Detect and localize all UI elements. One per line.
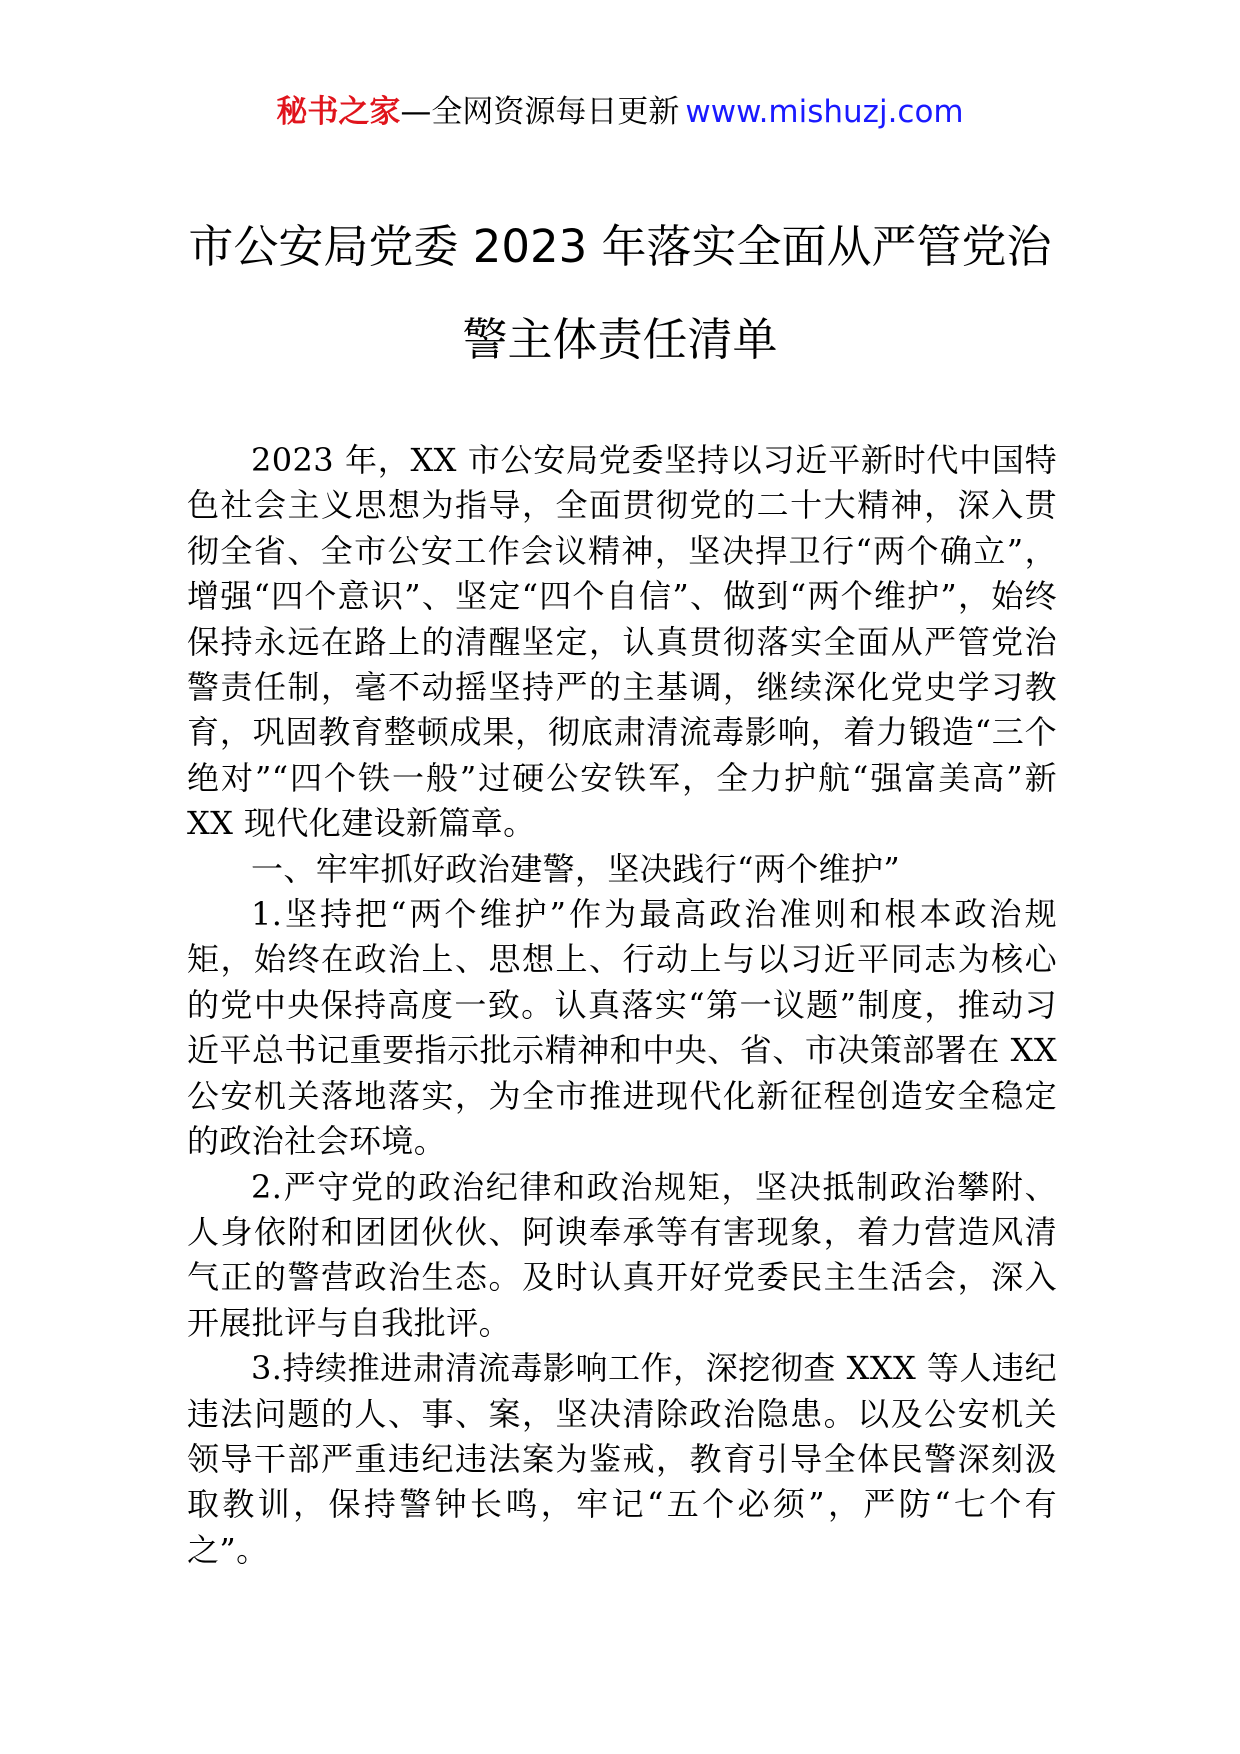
document-title-line-2: 警主体责任清单: [462, 313, 778, 366]
document-body: [187, 438, 1057, 1573]
site-header: [0, 90, 1240, 134]
site-tagline: —全网资源每日更新: [400, 94, 680, 130]
document-title-line-1: 市公安局党委 2023 年落实全面从严管党治: [188, 220, 1052, 273]
section-heading-1: 一、牢牢抓好政治建警，坚决践行“两个维护”: [251, 849, 901, 888]
list-item-2: 2.严守党的政治纪律和政治规矩，坚决抵制政治攀附、人身依附和团团伙伙、阿谀奉承等有害现象，着力营造风清气正的警营政治生态。及时认真开好党委民主生活会，深入开展批评与自我批评。: [187, 1167, 1057, 1342]
document-title: [150, 200, 1090, 386]
site-url-link[interactable]: www.mishuzj.com: [685, 94, 964, 130]
site-brand: 秘书之家: [276, 94, 401, 130]
list-item-3: 3.持续推进肃清流毒影响工作，深挖彻查 XXX 等人违纪违法问题的人、事、案，坚决清除政治隐患。以及公安机关领导干部严重违纪违法案为鉴戒，教育引导全体民警深刻汲取教训，保持警钟长鸣，牢记“五个必须”，严防“七个有之”。: [187, 1349, 1057, 1569]
intro-paragraph: 2023 年，XX 市公安局党委坚持以习近平新时代中国特色社会主义思想为指导，全面贯彻党的二十大精神，深入贯彻全省、全市公安工作会议精神，坚决捍卫行“两个确立”，增强“四个意识”、坚定“四个自信”、做到“两个维护”，始终保持永远在路上的清醒坚定，认真贯彻落实全面从严管党治警责任制，毫不动摇坚持严的主基调，继续深化党史学习教育，巩固教育整顿成果，彻底肃清流毒影响，着力锻造“三个绝对”“四个铁一般”过硬公安铁军，全力护航“强富美高”新 XX 现代化建设新篇章。: [187, 441, 1057, 843]
list-item-1: 1.坚持把“两个维护”作为最高政治准则和根本政治规矩，始终在政治上、思想上、行动上与以习近平同志为核心的党中央保持高度一致。认真落实“第一议题”制度，推动习近平总书记重要指示批示精神和中央、省、市决策部署在 XX 公安机关落地落实，为全市推进现代化新征程创造安全稳定的政治社会环境。: [187, 895, 1057, 1161]
